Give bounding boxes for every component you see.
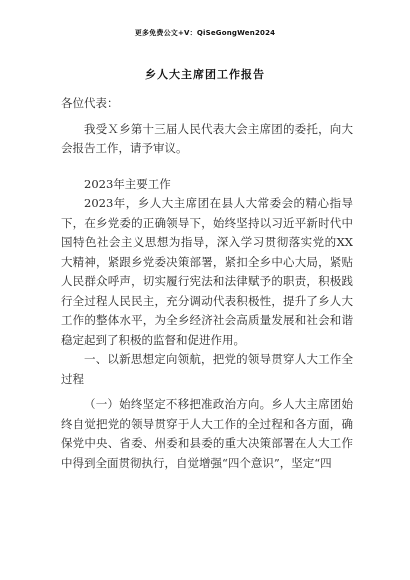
header-note: 更多免费公文+V：QiSeGongWen2024 <box>134 29 276 37</box>
intro-paragraph: 我受Ｘ乡第十三届人民代表大会主席团的委托，向大会报告工作，请予审议。 <box>61 121 353 155</box>
document-body <box>61 94 353 473</box>
item-1-paragraph: （一）始终坚定不移把准政治方向。乡人大主席团始终自觉把党的领导贯穿于人大工作的全过程和各方面，确保党中央、省委、州委和县委的重大决策部署在人大工作中得到全面贯彻执行，自觉增强“四个意识”，坚定“四 <box>61 397 353 470</box>
document-title: 乡人大主席团工作报告 <box>145 68 265 81</box>
section-paragraph: 2023年，乡人大主席团在县人大常委会的精心指导下，在乡党委的正确领导下，始终坚持以习近平新时代中国特色社会主义思想为指导，深入学习贯彻落实党的XX大精神，紧跟乡党委决策部署，紧扣全乡中心大局，紧贴人民群众呼声，切实履行宪法和法律赋予的职责，积极践行全过程人民民主，充分调动代表积极性，提升了乡人大工作的整体水平，为全乡经济社会高质量发展和社会和谐稳定起到了积极的监督和促进作用。 <box>61 196 353 347</box>
salutation: 各位代表： <box>61 96 119 110</box>
section-heading: 2023年主要工作 <box>84 176 171 191</box>
subheading-1: 一、以新思想定向领航，把党的领导贯穿人大工作全过程 <box>61 352 353 386</box>
